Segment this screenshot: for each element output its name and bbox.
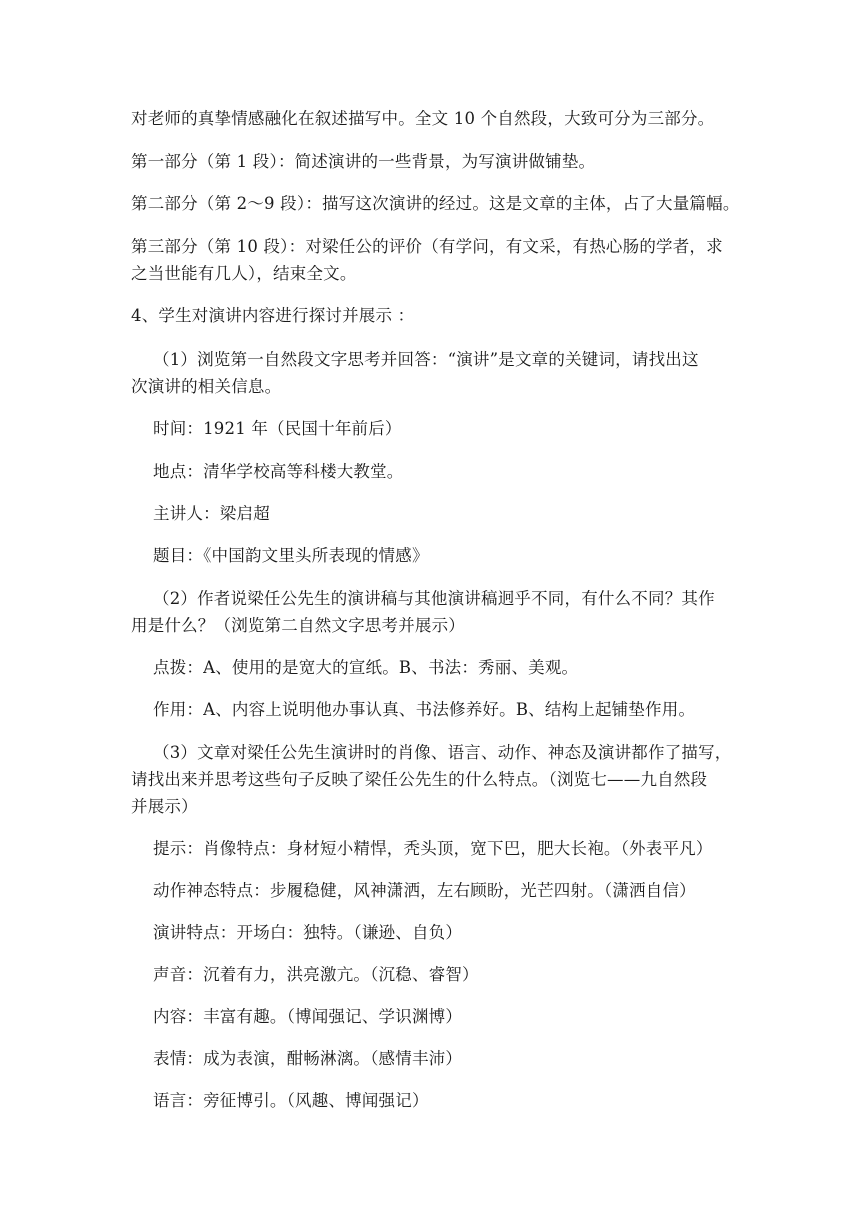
hint-line: 点拨：A、使用的是宽大的宣纸。B、书法：秀丽、美观。 [153, 658, 579, 677]
info-time: 时间：1921 年（民国十年前后） [153, 419, 402, 438]
question-three-cont-2: 并展示） [131, 797, 198, 816]
tip-portrait: 提示：肖像特点：身材短小精悍，秃头顶，宽下巴，肥大长袍。（外表平凡） [153, 839, 713, 858]
info-topic: 题目：《中国韵文里头所表现的情感》 [153, 546, 429, 565]
tip-language: 语言：旁征博引。（风趣、博闻强记） [153, 1091, 429, 1110]
question-two: （2）作者说梁任公先生的演讲稿与其他演讲稿迥乎不同，有什么不同？其作 [153, 589, 715, 608]
info-place: 地点：清华学校高等科楼大教堂。 [153, 462, 404, 481]
step-four-heading: 4、学生对演讲内容进行探讨并展示 ： [131, 306, 415, 325]
question-two-cont: 用是什么？（浏览第二自然文字思考并展示） [131, 616, 465, 635]
question-one-cont: 次演讲的相关信息。 [131, 377, 282, 396]
section-part-one: 第一部分（第 1 段）：简述演讲的一些背景，为写演讲做铺垫。 [131, 152, 596, 171]
question-one: （1）浏览第一自然段文字思考并回答：“演讲”是文章的关键词，请找出这 [153, 350, 699, 369]
section-part-two: 第二部分（第 2～9 段）：描写这次演讲的经过。这是文章的主体，占了大量篇幅。 [131, 194, 740, 213]
tip-expression: 表情：成为表演，酣畅淋漓。（感情丰沛） [153, 1049, 463, 1068]
tip-speech: 演讲特点：开场白：独特。（谦逊、自负） [153, 923, 463, 942]
section-part-three-cont: 之当世能有几人），结束全文。 [131, 264, 357, 283]
tip-voice: 声音：沉着有力，洪亮激亢。（沉稳、睿智） [153, 965, 479, 984]
tip-action: 动作神态特点：步履稳健，风神潇洒，左右顾盼，光芒四射。（潇洒自信） [153, 881, 696, 900]
tip-content: 内容：丰富有趣。（博闻强记、学识渊博） [153, 1007, 463, 1026]
section-part-three: 第三部分（第 10 段）：对梁任公的评价（有学问，有文采，有热心肠的学者，求 [131, 237, 723, 256]
question-three-cont: 请找出来并思考这些句子反映了梁任公先生的什么特点。（浏览七——九自然段 [131, 770, 708, 789]
text-line: 对老师的真挚情感融化在叙述描写中。全文 10 个自然段，大致可分为三部分。 [131, 109, 715, 128]
effect-line: 作用：A、内容上说明他办事认真、书法修养好。B、结构上起铺垫作用。 [153, 700, 696, 719]
info-speaker: 主讲人：梁启超 [153, 504, 270, 523]
question-three: （3）文章对梁任公先生演讲时的肖像、语言、动作、神态及演讲都作了描写， [153, 743, 732, 762]
